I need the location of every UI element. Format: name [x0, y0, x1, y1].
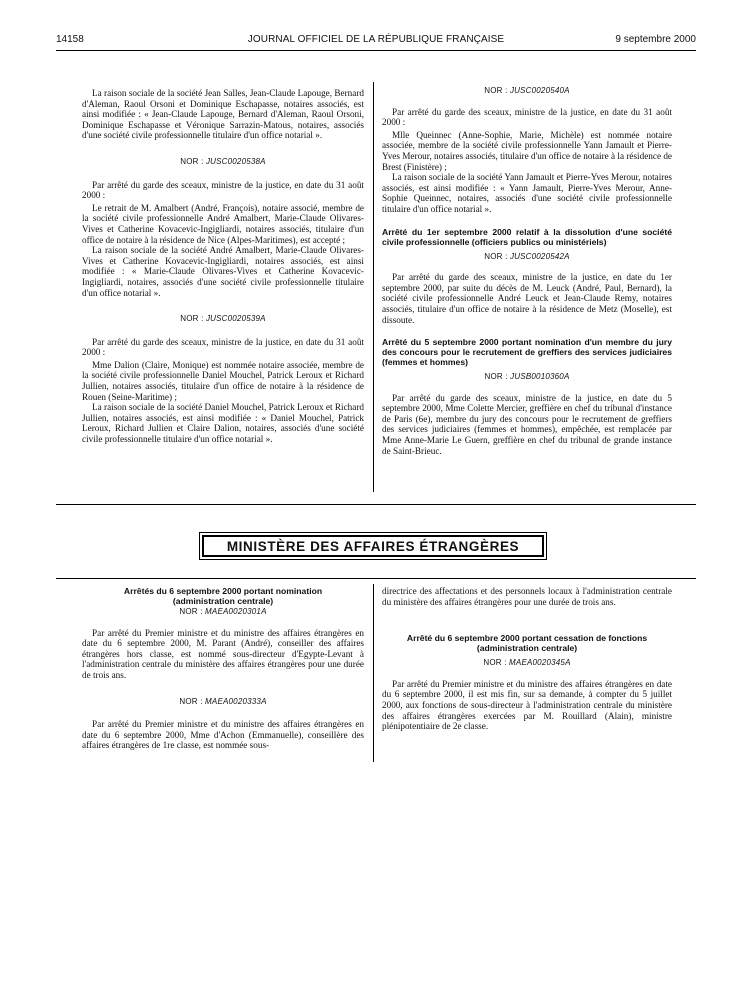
- decree-title: Arrêté du 6 septembre 2000 portant cessation de fonctions (administration centrale): [406, 633, 648, 654]
- nor-reference: NOR : JUSC0020542A: [484, 251, 570, 261]
- nor-reference: NOR : MAEA0020301A: [179, 607, 267, 616]
- nor-reference: NOR : JUSC0020538A: [180, 156, 266, 166]
- decree-title: Arrêté du 1er septembre 2000 relatif à la dissolution d'une société civile professionnelle (officiers publics ou ministériels): [382, 226, 672, 247]
- decree-title: Arrêté du 5 septembre 2000 portant nomination d'un membre du jury des concours pour le recrutement de greffiers des services judiciaires (femmes et hommes): [382, 337, 672, 368]
- paragraph: La raison sociale de la société Daniel Mouchel, Patrick Leroux et Richard Jullien, notaires associés, est ainsi modifiée : « Daniel Mouchel, Patrick Leroux, Richard Jullien et Claire Dalion, notaires, associés d'une société civile professionnelle titulaire d'un office notarial ».: [82, 402, 364, 445]
- paragraph: Par arrêté du Premier ministre et du ministre des affaires étrangères en date du 6 septembre 2000, il est mis fin, sur sa demande, à compter du 5 juillet 2000, aux fonctions de sous-directeur à l'administration centrale du ministère des affaires étrangères exercées par M. Rouillard (Alain), ministre plénipotentiaire de 2e classe.: [382, 678, 672, 732]
- column-divider: [373, 82, 374, 492]
- right-column-bottom: [382, 586, 672, 732]
- nor-reference: NOR : JUSB0010360A: [484, 372, 570, 382]
- section-rule: [56, 578, 696, 579]
- paragraph: Par arrêté du garde des sceaux, ministre de la justice, en date du 1er septembre 2000, par suite du décès de M. Leuck (André, Paul, Bernard), la société civile professionnelle André Leuck et Jean-Claude Remy, notaires associés, titulaire d'un office de notaire à la résidence de Metz (Moselle), est dissoute.: [382, 272, 672, 325]
- ministry-banner: [199, 532, 547, 560]
- paragraph: Par arrêté du Premier ministre et du ministre des affaires étrangères en date du 6 septembre 2000, M. Parant (André), conseiller des affaires étrangères hors classe, est nommé sous-directeur d'Egypte-Levant à l'administration centrale du ministère des affaires étrangères pour une durée de trois ans.: [82, 627, 364, 680]
- paragraph: Par arrêté du garde des sceaux, ministre de la justice, en date du 31 août 2000 :: [82, 336, 364, 358]
- nor-reference: NOR : JUSC0020539A: [180, 314, 266, 324]
- paragraph: directrice des affectations et des personnels locaux à l'administration centrale du ministère des affaires étrangères pour une durée de trois ans.: [382, 586, 672, 607]
- paragraph: Par arrêté du garde des sceaux, ministre de la justice, en date du 31 août 2000 :: [82, 179, 364, 201]
- paragraph: La raison sociale de la société Yann Jamault et Pierre-Yves Merour, notaires associés, est ainsi modifiée : « Yann Jamault, Pierre-Yves Merour, Anne-Sophie Queinnec, notaires, associés d'une société civile professionnelle titulaire d'un office notarial ».: [382, 172, 672, 214]
- nor-reference: NOR : JUSC0020540A: [484, 86, 570, 95]
- page-number: 14158: [56, 34, 84, 45]
- column-divider: [373, 584, 374, 762]
- decree-title: Arrêtés du 6 septembre 2000 portant nomination (administration centrale): [123, 586, 323, 606]
- left-column-top: [82, 88, 364, 445]
- paragraph: Par arrêté du garde des sceaux, ministre de la justice, en date du 31 août 2000 :: [382, 106, 672, 128]
- paragraph: Le retrait de M. Amalbert (André, François), notaire associé, membre de la société civile professionnelle André Amalbert, Marie-Claude Olivares-Vives et Catherine Kovacevic-Ingigliardi, notaires associés, titulaire d'un office de notaire à la résidence de Nice (Alpes-Maritimes), est accepté ;: [82, 202, 364, 245]
- ministry-title: MINISTÈRE DES AFFAIRES ÉTRANGÈRES: [202, 535, 544, 557]
- section-rule: [56, 504, 696, 505]
- paragraph: La raison sociale de la société André Amalbert, Marie-Claude Olivares-Vives et Catherine Kovacevic-Ingigliardi, notaires associés, est ainsi modifiée : « Marie-Claude Olivares-Vives et Catherine Kovacevic-Ingigliardi, notaires, associés d'une société civile professionnelle titulaire d'un office notarial ».: [82, 245, 364, 298]
- paragraph: La raison sociale de la société Jean Salles, Jean-Claude Lapouge, Bernard d'Aleman, Raoul Orsoni et Dominique Eschapasse, notaires associés, est ainsi modifiée : « Jean-Claude Lapouge, Bernard d'Aleman, Raoul Orsoni, Dominique Eschapasse et Véronique Sarrazin-Matous, notaires, associés d'une société civile professionnelle titulaire d'un office notarial ».: [82, 88, 364, 141]
- left-column-bottom: [82, 586, 364, 751]
- nor-reference: NOR : MAEA0020345A: [483, 658, 571, 668]
- paragraph: Mlle Queinnec (Anne-Sophie, Marie, Michèle) est nommée notaire associée, membre de la société civile professionnelle Yann Jamault et Pierre-Yves Merour, notaires associés, titulaire d'un office de notaire à la résidence de Brest (Finistère) ;: [382, 129, 673, 172]
- nor-reference: NOR : MAEA0020333A: [179, 696, 267, 706]
- paragraph: Par arrêté du Premier ministre et du ministre des affaires étrangères en date du 6 septembre 2000, Mme d'Achon (Emmanuelle), conseillère des affaires étrangères de 1re classe, est nommée sous-: [82, 719, 364, 751]
- page-header: [56, 34, 696, 48]
- right-column-top: [382, 86, 672, 456]
- paragraph: Par arrêté du garde des sceaux, ministre de la justice, en date du 5 septembre 2000, Mme Colette Mercier, greffière en chef du tribunal d'instance de Paris (6e), membre du jury des concours pour le recrutement de greffiers des services judiciaires (femmes et hommes), empêchée, est remplacée par Mme Anne-Marie Le Guern, greffière en chef du tribunal de grande instance de Saint-Brieuc.: [382, 392, 672, 456]
- issue-date: 9 septembre 2000: [615, 34, 696, 45]
- paragraph: Mme Dalion (Claire, Monique) est nommée notaire associée, membre de la société civile professionnelle Daniel Mouchel, Patrick Leroux et Richard Jullien, notaires associés, titulaire d'un office de notaire à la résidence de Rouen (Seine-Maritime) ;: [82, 359, 364, 402]
- header-rule: [56, 50, 696, 51]
- journal-title: JOURNAL OFFICIEL DE LA RÉPUBLIQUE FRANÇAISE: [247, 34, 505, 45]
